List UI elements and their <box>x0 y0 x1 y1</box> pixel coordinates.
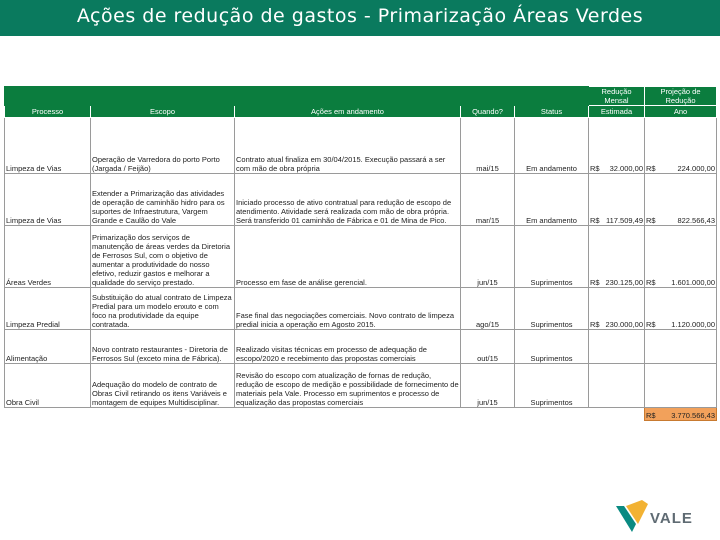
total-row <box>5 408 717 421</box>
cell-quando: jun/15 <box>461 226 515 288</box>
amount: 1.601.000,00 <box>671 278 715 287</box>
table-row <box>5 330 717 364</box>
cell-projecao <box>645 288 717 330</box>
currency-label: R$ <box>590 320 600 329</box>
title-bar <box>0 0 720 36</box>
slide-title: Ações de redução de gastos - Primarização Áreas Verdes <box>76 5 644 27</box>
cell-quando: out/15 <box>461 330 515 364</box>
currency-label: R$ <box>590 278 600 287</box>
cost-reduction-table <box>4 86 717 421</box>
header-acoes: Ações em andamento <box>235 106 461 118</box>
currency-label: R$ <box>646 320 656 329</box>
cell-processo: Alimentação <box>5 330 91 364</box>
header-projecao-line1: Projeção de Redução <box>645 87 717 106</box>
cell-escopo: Operação de Varredora do porto Porto (Jargada / Feijão) <box>91 118 235 174</box>
table-row <box>5 364 717 408</box>
header-reducao-line1: Redução Mensal <box>589 87 645 106</box>
cell-reducao <box>589 226 645 288</box>
currency-label: R$ <box>646 216 656 225</box>
cell-processo: Limpeza de Vias <box>5 174 91 226</box>
cell-reducao <box>589 174 645 226</box>
cell-processo: Áreas Verdes <box>5 226 91 288</box>
cell-projecao <box>645 118 717 174</box>
header-status: Status <box>515 106 589 118</box>
total-cell <box>645 408 717 421</box>
amount: 230.000,00 <box>605 320 643 329</box>
cell-reducao <box>589 364 645 408</box>
header-reducao-line2: Estimada <box>589 106 645 118</box>
cell-escopo: Primarização dos serviços de manutenção de áreas verdes da Diretoria de Ferrosos Sul, com o objetivo de aumentar a produtividade do nosso efetivo, reduzir gastos e melhorar a qualidade do serviço prestado. <box>91 226 235 288</box>
header-spacer <box>5 87 589 106</box>
header-quando: Quando? <box>461 106 515 118</box>
total-spacer <box>5 408 645 421</box>
cell-projecao <box>645 174 717 226</box>
cell-status: Suprimentos <box>515 288 589 330</box>
header-escopo: Escopo <box>91 106 235 118</box>
header-projecao-line2: Ano <box>645 106 717 118</box>
amount: 230.125,00 <box>605 278 643 287</box>
table-row <box>5 226 717 288</box>
amount: 32.000,00 <box>609 164 643 173</box>
cell-processo: Limpeza de Vias <box>5 118 91 174</box>
cell-status: Suprimentos <box>515 330 589 364</box>
amount: 117.509,49 <box>606 216 643 225</box>
cell-projecao <box>645 364 717 408</box>
cell-acoes: Contrato atual finaliza em 30/04/2015. Execução passará a ser com mão de obra própria <box>235 118 461 174</box>
cell-acoes: Realizado visitas técnicas em processo de adequação de escopo/2020 e recebimento das propostas comerciais <box>235 330 461 364</box>
currency-label: R$ <box>646 278 656 287</box>
cell-reducao <box>589 330 645 364</box>
cell-status: Em andamento <box>515 174 589 226</box>
cell-reducao <box>589 118 645 174</box>
cell-quando: jun/15 <box>461 364 515 408</box>
cell-processo: Obra Civil <box>5 364 91 408</box>
cell-reducao <box>589 288 645 330</box>
amount: 224.000,00 <box>677 164 715 173</box>
cell-acoes: Fase final das negociações comerciais. Novo contrato de limpeza predial inicia a operação em Agosto 2015. <box>235 288 461 330</box>
cell-projecao <box>645 226 717 288</box>
table-row <box>5 288 717 330</box>
cell-status: Suprimentos <box>515 364 589 408</box>
table-row <box>5 174 717 226</box>
currency-label: R$ <box>646 164 656 173</box>
cell-escopo: Novo contrato restaurantes - Diretoria de Ferrosos Sul (exceto mina de Fábrica). <box>91 330 235 364</box>
cell-acoes: Iniciado processo de ativo contratual para redução de escopo de atendimento. Atividade será realizada com mão de obra própria. Será transferido 01 caminhão de Fábrica e 01 de Mina de Pico. <box>235 174 461 226</box>
cell-quando: ago/15 <box>461 288 515 330</box>
cell-status: Suprimentos <box>515 226 589 288</box>
total-amount: 3.770.566,43 <box>671 411 715 420</box>
cell-escopo: Adequação do modelo de contrato de Obras Civil retirando os itens Variáveis e montagem de equipes Multidisciplinar. <box>91 364 235 408</box>
cell-status: Em andamento <box>515 118 589 174</box>
cell-escopo: Substituição do atual contrato de Limpeza Predial para um modelo enxuto e com foco na produtividade da equipe contratada. <box>91 288 235 330</box>
cell-escopo: Extender a Primarização das atividades de operação de caminhão hidro para os suportes de Infraestrutura, Vargem Grande e Caulão do Vale <box>91 174 235 226</box>
currency-label: R$ <box>646 411 656 420</box>
cell-acoes: Revisão do escopo com atualização de fornas de redução, redução de escopo de medição e possibilidade de fornecimento de materiais pela Vale. Processo em suprimentos e processo de equalização das propostas comerciais <box>235 364 461 408</box>
currency-label: R$ <box>590 216 600 225</box>
logo-text: VALE <box>650 510 693 527</box>
table-row <box>5 118 717 174</box>
cell-quando: mai/15 <box>461 118 515 174</box>
cell-acoes: Processo em fase de análise gerencial. <box>235 226 461 288</box>
header-processo: Processo <box>5 106 91 118</box>
amount: 822.566,43 <box>677 216 715 225</box>
spreadsheet <box>4 86 717 421</box>
cell-quando: mar/15 <box>461 174 515 226</box>
cell-projecao <box>645 330 717 364</box>
cell-processo: Limpeza Predial <box>5 288 91 330</box>
amount: 1.120.000,00 <box>671 320 715 329</box>
currency-label: R$ <box>590 164 600 173</box>
